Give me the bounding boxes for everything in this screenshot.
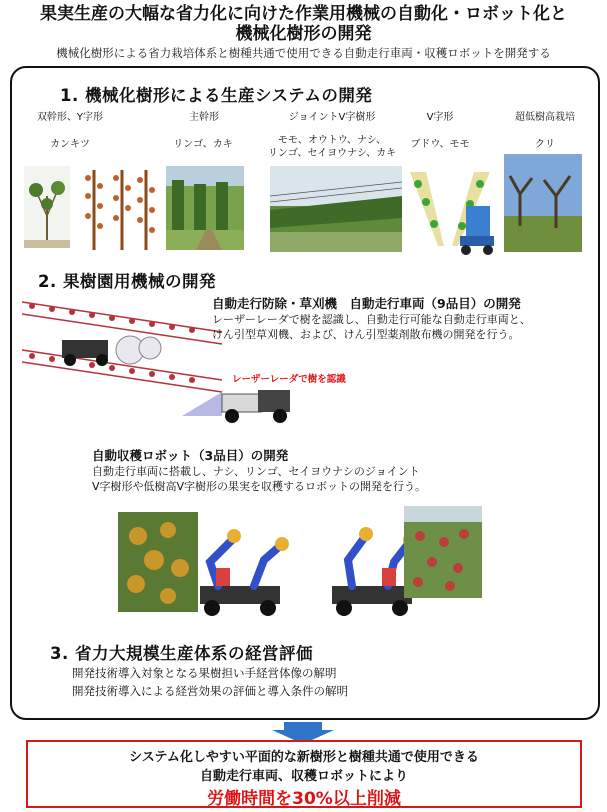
chestnut-orchard-photo: [504, 154, 582, 252]
page-title-line2: 機械化樹形の開発: [235, 24, 372, 44]
form-label-2: 主幹形: [189, 112, 219, 123]
auto-vehicle-heading: 自動走行防除・草刈機 自動走行車両（9品目）の開発: [212, 296, 521, 311]
conclusion-box: [26, 740, 582, 808]
section3-item2: 開発技術導入による経営効果の評価と導入条件の解明: [72, 684, 348, 698]
v-trellis-robot-illustration: [404, 166, 498, 258]
conclusion-line1: システム化しやすい平面的な新樹形と樹種共通で使用できる: [129, 750, 479, 765]
apple-orchard-photo: [166, 166, 244, 250]
auto-vehicle-desc-line2: けん引型草刈機、および、けん引型薬剤散布機の開発を行う。: [212, 328, 520, 341]
section3-title: 3. 省力大規模生産体系の経営評価: [50, 644, 313, 663]
form-label-4: V字形: [426, 112, 454, 123]
section2-title: 2. 果樹園用機械の開発: [38, 272, 216, 291]
crop-label-1: カンキツ: [50, 139, 90, 150]
laser-radar-note: レーザーレーダで樹を認識: [232, 374, 346, 385]
pear-fruit-photo: [118, 512, 198, 612]
section1-title: 1. 機械化樹形による生産システムの開発: [60, 86, 373, 105]
crop-label-5: クリ: [535, 139, 555, 150]
conclusion-highlight: 労働時間を30%以上削減: [207, 789, 401, 809]
form-label-1: 双幹形、Y字形: [36, 112, 104, 123]
crop-label-3: モモ、オウトウ、ナシ、 リンゴ、セイヨウナシ、カキ: [267, 135, 397, 159]
page-title-line1: 果実生産の大幅な省力化に向けた作業用機械の自動化・ロボット化と: [40, 4, 567, 24]
crop-label-2: リンゴ、カキ: [173, 139, 233, 150]
harvest-robot-desc-line1: 自動走行車両に搭載し、ナシ、リンゴ、セイヨウナシのジョイント: [92, 465, 420, 478]
citrus-tree-photo: [24, 166, 70, 248]
form-label-3: ジョイントV字樹形: [288, 112, 376, 123]
laser-scan-cart-illustration: [182, 352, 302, 426]
section3-item1: 開発技術導入対象となる果樹担い手経営体像の解明: [72, 666, 337, 680]
apple-fruit-photo: [404, 506, 482, 598]
conclusion-line2: 自動走行車両、収穫ロボットにより: [199, 769, 408, 784]
form-label-5: 超低樹高栽培: [515, 112, 575, 123]
harvest-robot-heading: 自動収穫ロボット（3品目）の開発: [92, 448, 289, 463]
page-subtitle: 機械化樹形による省力栽培体系と樹種共通で使用できる自動走行車両・収穫ロボットを開発する: [56, 46, 551, 60]
joint-v-orchard-photo: [270, 166, 402, 252]
harvest-robot-desc-line2: V字樹形や低樹高V字樹形の果実を収穫するロボットの開発を行う。: [92, 480, 427, 493]
double-trunk-illustration: [74, 164, 164, 250]
auto-vehicle-desc-line1: レーザーレーダで樹を認識し、自動走行可能な自動走行車両と、: [212, 313, 531, 326]
crop-label-4: ブドウ、モモ: [410, 139, 470, 150]
harvest-robot-illustration-1: [190, 516, 298, 620]
